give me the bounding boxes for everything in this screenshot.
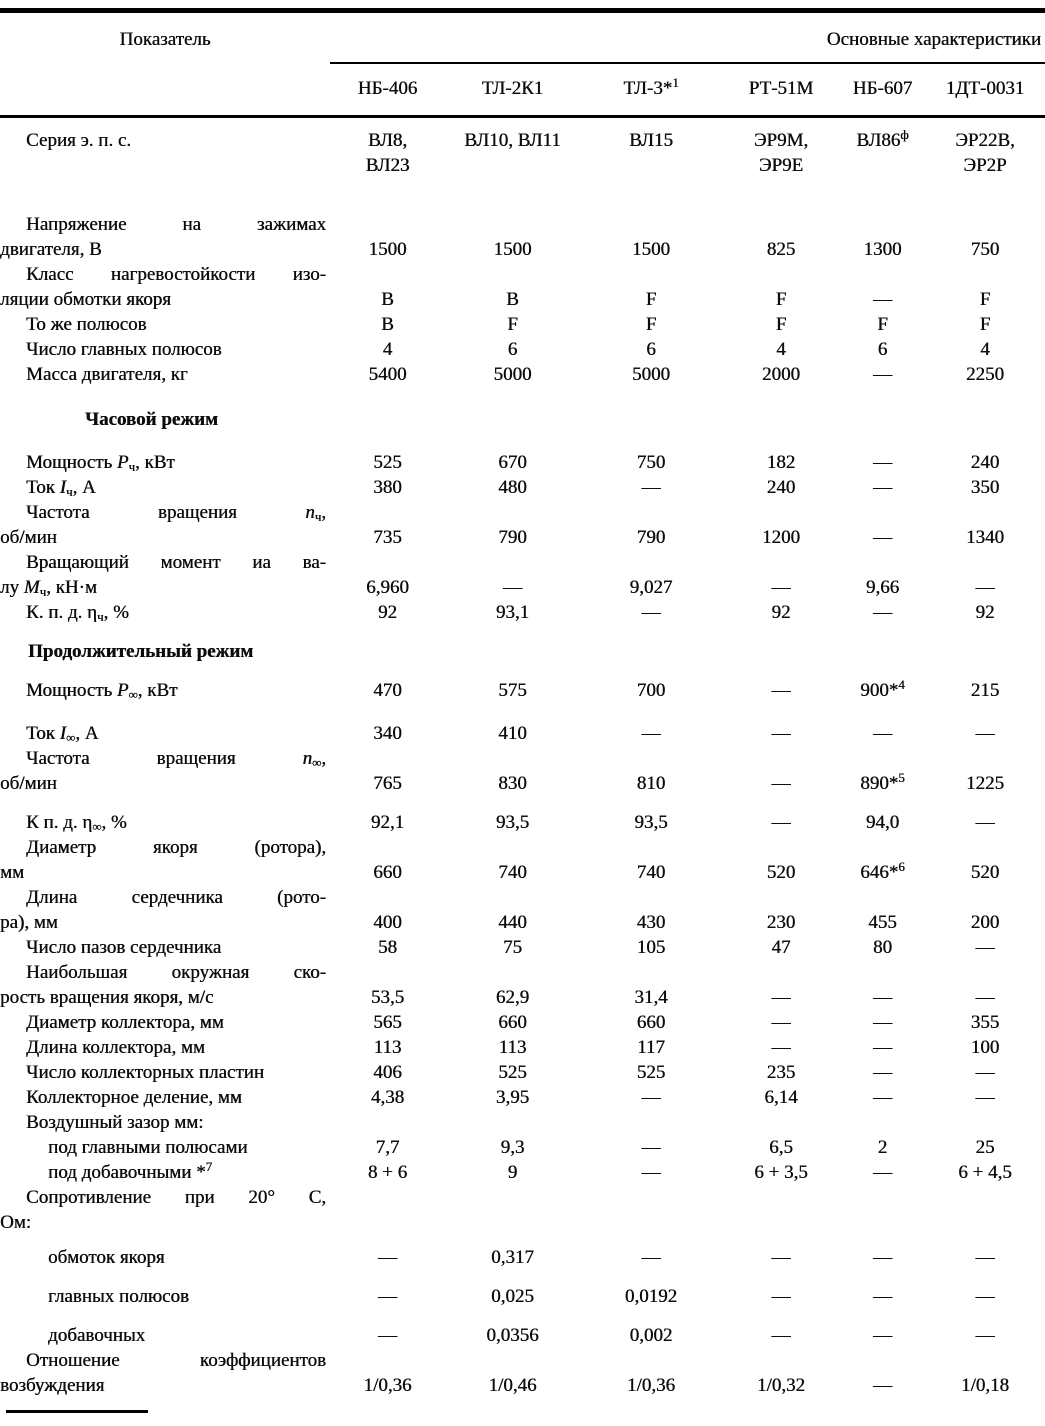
table-row — [0, 1135, 1045, 1160]
cell-value: 6 + 3,5 — [754, 1162, 808, 1183]
row-label: Частота вращения $n_ч$, об/мин — [0, 502, 326, 548]
table-row — [0, 885, 1045, 935]
cell-value: F — [507, 314, 518, 335]
cell-value: 735 — [373, 527, 402, 548]
table-row — [0, 1245, 1045, 1270]
table-row — [0, 1348, 1045, 1398]
cell-value: — — [641, 723, 661, 744]
cell-value: 890*$^5$ — [860, 769, 905, 794]
cell-value: 525 — [636, 1062, 666, 1083]
cell-value: — — [873, 1286, 892, 1307]
cell-value: ЭР9М, ЭР9Е — [753, 130, 809, 176]
cell-value: 1/0,36 — [626, 1375, 676, 1396]
row-label: Напряжение на зажимах двигателя, В — [0, 214, 326, 260]
motor-type-header: НБ-607 — [852, 78, 913, 99]
cell-value: 93,5 — [495, 812, 530, 833]
cell-value: — — [641, 602, 661, 623]
row-label: Сопротивление при 20° С, Ом: — [0, 1187, 326, 1233]
cell-value: 575 — [498, 680, 527, 701]
row-label: Наибольшая окружная ско- рость вращения якоря, м/с — [0, 962, 326, 1008]
cell-value: 825 — [766, 239, 796, 260]
row-label: Вращающий момент иа ва- лу $М_ч$, кН·м — [0, 552, 326, 600]
cell-value: 1200 — [762, 527, 800, 548]
motor-type-header: НБ-406 — [357, 78, 418, 99]
cell-value: 92 — [771, 602, 791, 623]
row-label: Ток $I_ч$, А — [26, 477, 96, 500]
cell-value: — — [771, 1012, 791, 1033]
cell-value: ВЛ8, ВЛ23 — [365, 130, 410, 176]
cell-value: — — [771, 723, 791, 744]
cell-value: 750 — [970, 239, 1000, 260]
cell-value: F — [979, 314, 991, 335]
table-row — [0, 450, 1045, 475]
cell-value: 520 — [766, 862, 796, 883]
table-row — [0, 678, 1045, 703]
cell-value: 1500 — [632, 239, 670, 260]
table-row — [0, 721, 1045, 746]
table-row — [0, 1085, 1045, 1110]
cell-value: 7,7 — [375, 1137, 400, 1158]
table-row — [0, 262, 1045, 312]
cell-value: 1/0,32 — [756, 1375, 806, 1396]
cell-value: 240 — [970, 452, 1000, 473]
cell-value: — — [771, 1286, 791, 1307]
cell-value — [445, 1234, 580, 1235]
row-label: Воздушный зазор мм: — [26, 1112, 204, 1133]
cell-value: — — [873, 602, 892, 623]
cell-value: 5000 — [493, 364, 532, 385]
row-label: добавочных — [48, 1325, 146, 1346]
cell-value: F — [979, 289, 991, 310]
cell-value: — — [873, 1247, 892, 1268]
cell-value: 340 — [373, 723, 402, 744]
table-row — [0, 128, 1045, 178]
row-label: Отношение коэффициентов возбуждения — [0, 1350, 326, 1396]
cell-value: ВЛ15 — [629, 130, 673, 151]
cell-value: 440 — [498, 912, 527, 933]
cell-value: 93,1 — [495, 602, 530, 623]
cell-value: 200 — [970, 912, 1000, 933]
cell-value: 117 — [637, 1037, 665, 1058]
cell-value: 646*$^6$ — [860, 858, 905, 883]
cell-value — [840, 1234, 925, 1235]
cell-value: — — [873, 1062, 892, 1083]
cell-value: — — [975, 987, 995, 1008]
cell-value: 92,1 — [370, 812, 405, 833]
cell-value: 2 — [877, 1137, 888, 1158]
cell-value: 215 — [970, 680, 1000, 701]
row-label: Число пазов сердечника — [26, 937, 222, 958]
cell-value: 350 — [970, 477, 1000, 498]
horizontal-rule-top — [0, 8, 1045, 13]
cell-value: 92 — [975, 602, 995, 623]
characteristics-group-header: Основные характеристики — [826, 29, 1041, 50]
cell-value: — — [873, 1087, 892, 1108]
cell-value: — — [975, 1247, 995, 1268]
cell-value: 6 + 4,5 — [958, 1162, 1012, 1183]
cell-value: F — [775, 289, 787, 310]
cell-value: — — [873, 1012, 892, 1033]
table-row — [0, 1284, 1045, 1309]
cell-value: 0,0192 — [624, 1286, 678, 1307]
cell-value: 92 — [378, 602, 397, 623]
table-row — [0, 1010, 1045, 1035]
cell-value: 94,0 — [865, 812, 900, 833]
table-row — [0, 1110, 1045, 1135]
cell-value: — — [975, 1087, 995, 1108]
row-label: Число главных полюсов — [26, 339, 222, 360]
cell-value: — — [873, 723, 892, 744]
row-label: То же полюсов — [26, 314, 147, 335]
cell-value: 1500 — [493, 239, 532, 260]
cell-value: — — [975, 1286, 995, 1307]
cell-value: — — [873, 987, 892, 1008]
table-row — [0, 212, 1045, 262]
cell-value: — — [771, 680, 791, 701]
cell-value: 3,95 — [495, 1087, 530, 1108]
table-row — [0, 1035, 1045, 1060]
cell-value: — — [873, 1162, 892, 1183]
row-label: Диаметр коллектора, мм — [26, 1012, 224, 1033]
cell-value: 0,025 — [491, 1286, 534, 1307]
cell-value: 53,5 — [370, 987, 405, 1008]
cell-value: ЭР22В, ЭР2Р — [955, 130, 1015, 176]
cell-value: В — [506, 289, 519, 310]
cell-value: ВЛ10, ВЛ11 — [464, 130, 561, 151]
cell-value: 410 — [498, 723, 527, 744]
row-label: Мощность $P_ч$, кВт — [26, 452, 175, 475]
cell-value: 4 — [382, 339, 393, 360]
cell-value: 4,38 — [370, 1087, 405, 1108]
cell-value: 4 — [980, 339, 990, 360]
cell-value: — — [641, 1087, 661, 1108]
cell-value: 1/0,46 — [488, 1375, 537, 1396]
cell-value: — — [641, 477, 661, 498]
table-row — [0, 337, 1045, 362]
cell-value: 9,3 — [500, 1137, 525, 1158]
row-label: Число коллекторных пластин — [26, 1062, 264, 1083]
cell-value: 565 — [373, 1012, 402, 1033]
cell-value: 6 — [507, 339, 518, 360]
cell-value: 430 — [636, 912, 666, 933]
cell-value: 525 — [373, 452, 402, 473]
cell-value: 182 — [766, 452, 796, 473]
table-row — [0, 475, 1045, 500]
cell-value: 355 — [970, 1012, 1000, 1033]
cell-value: 900*$^4$ — [860, 676, 905, 701]
cell-value: 4 — [776, 339, 786, 360]
cell-value: 105 — [636, 937, 666, 958]
cell-value: 113 — [373, 1037, 402, 1058]
cell-value: 750 — [636, 452, 666, 473]
cell-value: 1500 — [368, 239, 407, 260]
cell-value: — — [873, 364, 892, 385]
cell-value: 660 — [373, 862, 402, 883]
cell-value: F — [645, 314, 657, 335]
cell-value: 2000 — [762, 364, 800, 385]
row-label: Ток $I_\infty$, А — [26, 723, 99, 746]
cell-value: 6,5 — [769, 1137, 793, 1158]
indicator-column-header: Показатель — [119, 29, 211, 50]
cell-value: 670 — [498, 452, 527, 473]
cell-value: 470 — [373, 680, 402, 701]
table-row — [0, 362, 1045, 387]
table-row — [0, 960, 1045, 1010]
cell-value: 230 — [766, 912, 796, 933]
row-label: Класс нагревостойкости изо- ляции обмотки якоря — [0, 264, 326, 310]
cell-value: — — [771, 987, 791, 1008]
cell-value: — — [975, 577, 995, 598]
cell-value: 525 — [498, 1062, 527, 1083]
cell-value: — — [975, 937, 995, 958]
cell-value: — — [378, 1247, 397, 1268]
table-row — [0, 1323, 1045, 1348]
cell-value: — — [641, 1137, 661, 1158]
cell-value: 810 — [636, 773, 666, 794]
cell-value: — — [771, 773, 791, 794]
cell-value: — — [975, 1062, 995, 1083]
cell-value: — — [975, 723, 995, 744]
cell-value: — — [771, 1325, 791, 1346]
row-label: обмоток якоря — [48, 1247, 165, 1268]
cell-value: 455 — [868, 912, 897, 933]
cell-value: 520 — [970, 862, 1000, 883]
cell-value: 1/0,36 — [363, 1375, 412, 1396]
cell-value: 1340 — [966, 527, 1004, 548]
row-label: Мощность $P_\infty$, кВт — [26, 680, 178, 703]
motor-type-header: РТ-51М — [748, 78, 814, 99]
table-row — [0, 1185, 1045, 1235]
cell-value: — — [873, 1375, 892, 1396]
table-row — [0, 810, 1045, 835]
table-row — [0, 835, 1045, 885]
row-label: под главными полюсами — [48, 1137, 248, 1158]
cell-value: — — [873, 527, 892, 548]
column-header-spacer — [0, 76, 330, 101]
row-label: Коллекторное деление, мм — [26, 1087, 242, 1108]
cell-value: 100 — [970, 1037, 1000, 1058]
cell-value: 765 — [373, 773, 402, 794]
cell-value: 6,960 — [366, 577, 409, 598]
cell-value: 480 — [498, 477, 527, 498]
table-row — [0, 312, 1045, 337]
cell-value: $ВЛ86^ф$ — [856, 126, 909, 151]
table-row — [0, 746, 1045, 796]
cell-value: — — [641, 1247, 661, 1268]
cell-value: 0,317 — [491, 1247, 534, 1268]
motor-type-header-row — [0, 64, 1045, 115]
row-label: главных полюсов — [48, 1286, 189, 1307]
cell-value: 8 + 6 — [367, 1162, 408, 1183]
table-body — [0, 128, 1045, 1398]
table-row — [0, 500, 1045, 550]
cell-value: В — [381, 289, 394, 310]
footnote-separator-rule — [6, 1410, 148, 1413]
cell-value: 1300 — [863, 239, 902, 260]
cell-value: 93,5 — [634, 812, 668, 833]
cell-value — [330, 1234, 445, 1235]
cell-value: 47 — [771, 937, 791, 958]
row-label: под добавочными *$^7$ — [48, 1158, 213, 1183]
cell-value: 25 — [975, 1137, 995, 1158]
cell-value: 113 — [498, 1037, 527, 1058]
cell-value: 6,14 — [764, 1087, 798, 1108]
cell-value: 2250 — [966, 364, 1004, 385]
motor-type-header: 1ДТ-0031 — [945, 78, 1025, 99]
cell-value — [722, 1234, 840, 1235]
table-row — [0, 935, 1045, 960]
cell-value: — — [975, 1325, 995, 1346]
cell-value — [925, 1234, 1045, 1235]
cell-value: — — [771, 577, 791, 598]
cell-value: 660 — [636, 1012, 666, 1033]
cell-value: — — [641, 1162, 661, 1183]
cell-value: — — [873, 289, 892, 310]
cell-value: 790 — [498, 527, 527, 548]
cell-value: 9,66 — [865, 577, 900, 598]
table-header-row — [0, 27, 1045, 52]
cell-value: F — [775, 314, 787, 335]
cell-value: 75 — [503, 937, 522, 958]
cell-value: 6 — [877, 339, 888, 360]
cell-value: F — [645, 289, 657, 310]
cell-value: 380 — [373, 477, 402, 498]
row-label: Диаметр якоря (ротора), мм — [0, 837, 326, 883]
cell-value: 400 — [373, 912, 402, 933]
cell-value: 660 — [498, 1012, 527, 1033]
cell-value: — — [873, 1325, 892, 1346]
cell-value: 0,002 — [629, 1325, 673, 1346]
cell-value: 9 — [507, 1162, 518, 1183]
cell-value: — — [873, 1037, 892, 1058]
row-label: К п. д. $\eta_\infty$, % — [26, 812, 127, 835]
cell-value — [580, 1234, 722, 1235]
section-heading: Продолжительный режим — [28, 641, 254, 662]
cell-value: 740 — [636, 862, 666, 883]
table-row — [0, 600, 1045, 625]
row-label: Масса двигателя, кг — [26, 364, 188, 385]
cell-value: — — [771, 1247, 791, 1268]
cell-value: — — [771, 1037, 791, 1058]
cell-value: 5400 — [368, 364, 407, 385]
cell-value: 58 — [378, 937, 397, 958]
cell-value: — — [503, 577, 522, 598]
row-label: Длина коллектора, мм — [26, 1037, 205, 1058]
cell-value: 830 — [498, 773, 527, 794]
table-row — [0, 550, 1045, 600]
cell-value: — — [873, 477, 892, 498]
cell-value: 9,027 — [629, 577, 673, 598]
cell-value: — — [771, 812, 791, 833]
cell-value: 5000 — [632, 364, 670, 385]
cell-value: 235 — [766, 1062, 796, 1083]
cell-value: 31,4 — [634, 987, 668, 1008]
cell-value: 1225 — [966, 773, 1004, 794]
cell-value: 1/0,18 — [960, 1375, 1010, 1396]
row-label: Длина сердечника (рото- ра), мм — [0, 887, 326, 933]
cell-value: 80 — [873, 937, 892, 958]
cell-value: — — [378, 1286, 397, 1307]
cell-value: 740 — [498, 862, 527, 883]
cell-value: В — [381, 314, 394, 335]
cell-value: 406 — [373, 1062, 402, 1083]
row-label: Серия э. п. с. — [26, 130, 132, 151]
cell-value: 0,0356 — [486, 1325, 539, 1346]
cell-value: 790 — [636, 527, 666, 548]
cell-value: 700 — [636, 680, 666, 701]
motor-type-header: ТЛ-2К1 — [481, 78, 544, 99]
cell-value: — — [873, 452, 892, 473]
cell-value: 6 — [646, 339, 656, 360]
table-row — [0, 1160, 1045, 1185]
cell-value: — — [378, 1325, 397, 1346]
cell-value: 240 — [766, 477, 796, 498]
section-heading: Часовой режим — [85, 409, 218, 430]
motor-type-header: ТЛ-3*$^1$ — [623, 74, 679, 99]
cell-value: F — [877, 314, 888, 335]
row-label: К. п. д. $\eta_ч$, % — [26, 602, 129, 625]
cell-value: 62,9 — [495, 987, 530, 1008]
cell-value: — — [975, 812, 995, 833]
horizontal-rule-under-headers — [0, 115, 1045, 118]
row-label: Частота вращения $n_\infty$, об/мин — [0, 748, 326, 794]
table-row — [0, 1060, 1045, 1085]
